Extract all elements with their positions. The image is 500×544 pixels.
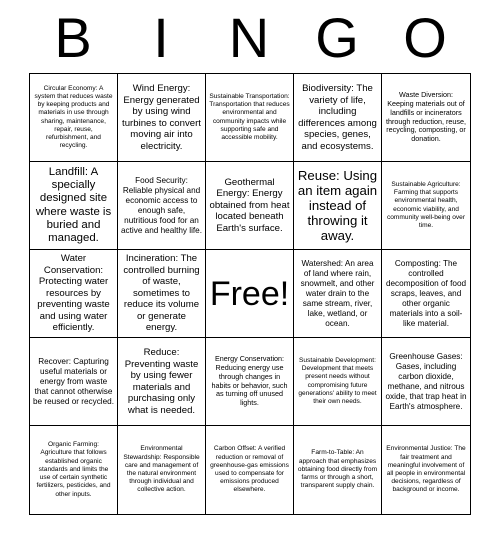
bingo-square-carbon-offset[interactable]	[206, 426, 294, 514]
bingo-square-waste-diversion[interactable]	[382, 74, 470, 162]
bingo-square-farm-to-table[interactable]	[294, 426, 382, 514]
square-text: Sustainable Development: Development that meets present needs without compromising future generations' ability to meet their own needs.	[298, 356, 377, 405]
square-text: Energy Conservation: Reducing energy use through changes in habits or behavior, such as turning off unused lights.	[211, 354, 288, 408]
bingo-card	[29, 73, 471, 515]
bingo-square-reduce[interactable]	[118, 338, 206, 426]
bingo-square-energy-conservation[interactable]	[206, 338, 294, 426]
bingo-square-watershed[interactable]	[294, 250, 382, 338]
square-text: Landfill: A specially designed site where waste is buried and managed.	[35, 166, 112, 244]
bingo-square-incineration[interactable]	[118, 250, 206, 338]
header-letter-n: N	[228, 6, 270, 69]
bingo-square-organic-farming[interactable]	[30, 426, 118, 514]
bingo-square-wind-energy[interactable]	[118, 74, 206, 162]
square-text: Watershed: An area of land where rain, snowmelt, and other water drain to the same stream, river, lake, wetland, or ocean.	[300, 258, 375, 328]
square-text: Biodiversity: The variety of life, including differences among species, genes, and ecosystems.	[298, 83, 377, 152]
square-text: Farm-to-Table: An approach that emphasizes obtaining food directly from farms or through a short, transparent supply chain.	[297, 449, 378, 490]
bingo-square-greenhouse-gases[interactable]	[382, 338, 470, 426]
header-letter-o: O	[403, 6, 447, 69]
bingo-square-food-security[interactable]	[118, 162, 206, 250]
square-text: Wind Energy: Energy generated by using wind turbines to convert moving air into electricity.	[122, 83, 201, 152]
square-text: Environmental Justice: The fair treatment and meaningful involvement of all people in environmental decisions, regardless of background or income.	[386, 445, 466, 494]
bingo-square-biodiversity[interactable]	[294, 74, 382, 162]
bingo-header	[0, 0, 500, 72]
header-letter-i: I	[153, 6, 169, 69]
bingo-square-composting[interactable]	[382, 250, 470, 338]
bingo-square-recover[interactable]	[30, 338, 118, 426]
bingo-square-sustainable-agriculture[interactable]	[382, 162, 470, 250]
square-text: Food Security: Reliable physical and economic access to enough safe, nutritious food for an active and healthy life.	[121, 175, 203, 235]
header-letter-b: B	[54, 6, 92, 69]
bingo-square-free-space[interactable]	[206, 250, 294, 338]
bingo-square-geothermal-energy[interactable]	[206, 162, 294, 250]
square-text: Environmental Stewardship: Responsible care and management of the natural environment through individual and collective action.	[123, 445, 200, 494]
square-text: Sustainable Agriculture: Farming that supports environmental health, economic viability, and community well-being over time.	[386, 180, 466, 229]
bingo-square-environmental-justice[interactable]	[382, 426, 470, 514]
square-text: Reuse: Using an item again instead of throwing it away.	[297, 167, 378, 244]
square-text: Carbon Offset: A verified reduction or removal of greenhouse-gas emissions used to compensate for emissions produced elsewhere.	[210, 445, 289, 494]
square-text: Recover: Capturing useful materials or energy from waste that cannot otherwise be reused or recycled.	[33, 356, 115, 406]
square-text: Composting: The controlled decomposition of food scraps, leaves, and other organic materials into a soil-like material.	[385, 258, 467, 328]
bingo-square-sustainable-development[interactable]	[294, 338, 382, 426]
header-letter-g: G	[315, 6, 359, 69]
square-text: Greenhouse Gases: Gases, including carbon dioxide, methane, and nitrous oxide, that trap heat in Earth's atmosphere.	[385, 351, 467, 411]
square-text: Organic Farming: Agriculture that follows established organic standards and limits the use of certain synthetic fertilizers, pesticides, and other inputs.	[36, 441, 111, 498]
free-space-text: Free!	[209, 274, 290, 313]
bingo-square-circular-economy[interactable]	[30, 74, 118, 162]
square-text: Incineration: The controlled burning of waste, sometimes to reduce its volume or generate energy.	[123, 253, 200, 334]
square-text: Circular Economy: A system that reduces waste by keeping products and materials in use through sharing, maintenance, repair, reuse, refurbishment, and recycling.	[34, 84, 113, 150]
square-text: Reduce: Preventing waste by using fewer materials and purchasing only what is needed.	[124, 347, 199, 416]
bingo-square-sustainable-transportation[interactable]	[206, 74, 294, 162]
bingo-square-reuse[interactable]	[294, 162, 382, 250]
square-text: Sustainable Transportation: Transportation that reduces environmental and community impacts while supporting safe and accessible mobility.	[209, 92, 290, 141]
square-text: Waste Diversion: Keeping materials out of landfills or incinerators through reduction, reuse, recycling, composting, or donation.	[386, 90, 466, 144]
square-text: Geothermal Energy: Energy obtained from heat located beneath Earth's surface.	[209, 176, 290, 234]
bingo-square-water-conservation[interactable]	[30, 250, 118, 338]
square-text: Water Conservation: Protecting water resources by preventing waste and using water efficiently.	[37, 253, 110, 334]
bingo-square-environmental-stewardship[interactable]	[118, 426, 206, 514]
bingo-square-landfill[interactable]	[30, 162, 118, 250]
